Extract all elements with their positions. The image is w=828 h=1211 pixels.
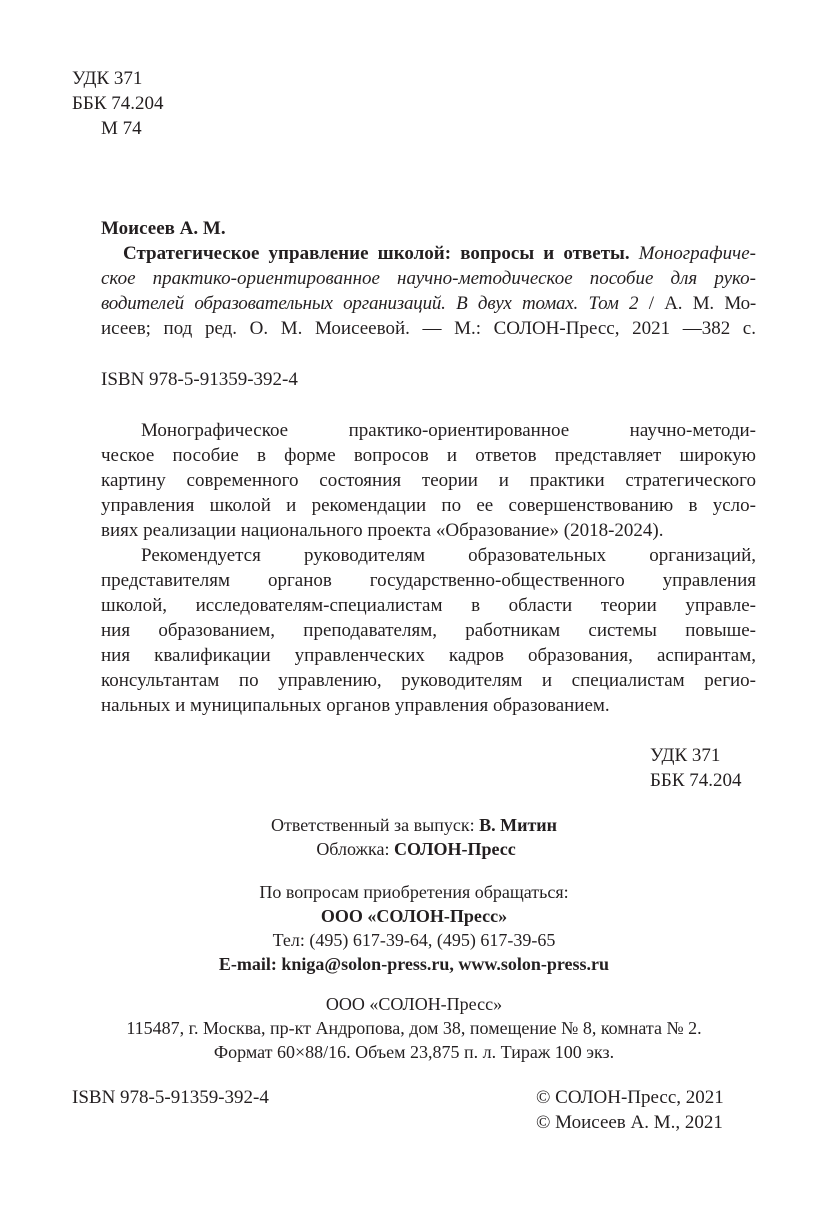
imprint (0, 992, 828, 1064)
author-heading: Моисеев А. М. (101, 218, 226, 239)
author-mark: М 74 (101, 118, 142, 139)
contacts-email: E-mail: kniga@solon-press.ru, www.solon-press.ru (218, 954, 610, 974)
bbk-code-right: ББК 74.204 (650, 770, 742, 791)
author-statement-start: / А. М. Мо- (648, 293, 756, 314)
annotation-line: ния квалификации управленческих кадров образования, аспирантам, (101, 645, 756, 666)
udk-code: УДК 371 (72, 68, 143, 89)
annotation-line: управления школой и рекомендации по ее совершенствованию в усло- (101, 495, 756, 516)
copyright-author: © Моисеев А. М., 2021 (536, 1112, 723, 1133)
bbk-code: ББК 74.204 (72, 93, 164, 114)
imprint-company: ООО «СОЛОН-Пресс» (325, 994, 503, 1014)
annotation-line: школой, исследователям-специалистам в области теории управле- (101, 595, 756, 616)
isbn-line: ISBN 978-5-91359-392-4 (101, 369, 298, 390)
annotation-line: нальных и муниципальных органов управления образованием. (101, 695, 610, 716)
cover-line (0, 837, 828, 861)
bib-line-1 (101, 241, 756, 266)
imprint-address: 115487, г. Москва, пр-кт Андропова, дом 38, помещение № 8, комната № 2. (126, 1018, 702, 1038)
imprint-format: Формат 60×88/16. Объем 23,875 п. л. Тираж 100 экз. (213, 1042, 615, 1062)
annotation-line: Рекомендуется руководителям образовательных организаций, (141, 545, 756, 566)
bib-line-2: ское практико-ориентированное научно-методическое пособие для руко- (101, 268, 756, 289)
udk-code-right: УДК 371 (650, 745, 721, 766)
annotation-line: Монографическое практико-ориентированное научно-методи- (141, 420, 756, 441)
annotation-line: ния образованием, преподавателям, работникам системы повыше- (101, 620, 756, 641)
annotation-line: картину современного состояния теории и практики стратегического (101, 470, 756, 491)
copyright-publisher: © СОЛОН-Пресс, 2021 (536, 1087, 724, 1108)
annotation-paragraph-1 (101, 418, 756, 543)
book-subtitle-start: Монографиче- (638, 243, 756, 264)
credits (0, 813, 828, 861)
footer-isbn: ISBN 978-5-91359-392-4 (72, 1087, 269, 1108)
book-subtitle-end: водителей образовательных организаций. В двух томах. Том 2 (101, 293, 639, 314)
contacts-phone: Тел: (495) 617-39-64, (495) 617-39-65 (272, 930, 556, 950)
book-title: Стратегическое управление школой: вопросы и ответы. (123, 243, 630, 264)
cover-name: СОЛОН-Пресс (393, 839, 516, 859)
contacts-company: ООО «СОЛОН-Пресс» (320, 906, 508, 926)
contacts (0, 880, 828, 976)
annotation-paragraph-2 (101, 543, 756, 718)
annotation-line: виях реализации национального проекта «Образование» (2018-2024). (101, 520, 664, 541)
responsible-label: Ответственный за выпуск: (270, 815, 475, 835)
annotation-line: консультантам по управлению, руководителям и специалистам регио- (101, 670, 756, 691)
contacts-intro: По вопросам приобретения обращаться: (259, 882, 569, 902)
bib-line-4: исеев; под ред. О. М. Моисеевой. — М.: СОЛОН-Пресс, 2021 —382 с. (101, 318, 756, 339)
responsible-line (0, 813, 828, 837)
annotation-line: представителям органов государственно-общественного управления (101, 570, 756, 591)
bib-line-3 (101, 291, 756, 316)
cover-label: Обложка: (316, 839, 390, 859)
annotation-line: ческое пособие в форме вопросов и ответов представляет широкую (101, 445, 756, 466)
responsible-name: В. Митин (479, 815, 558, 835)
